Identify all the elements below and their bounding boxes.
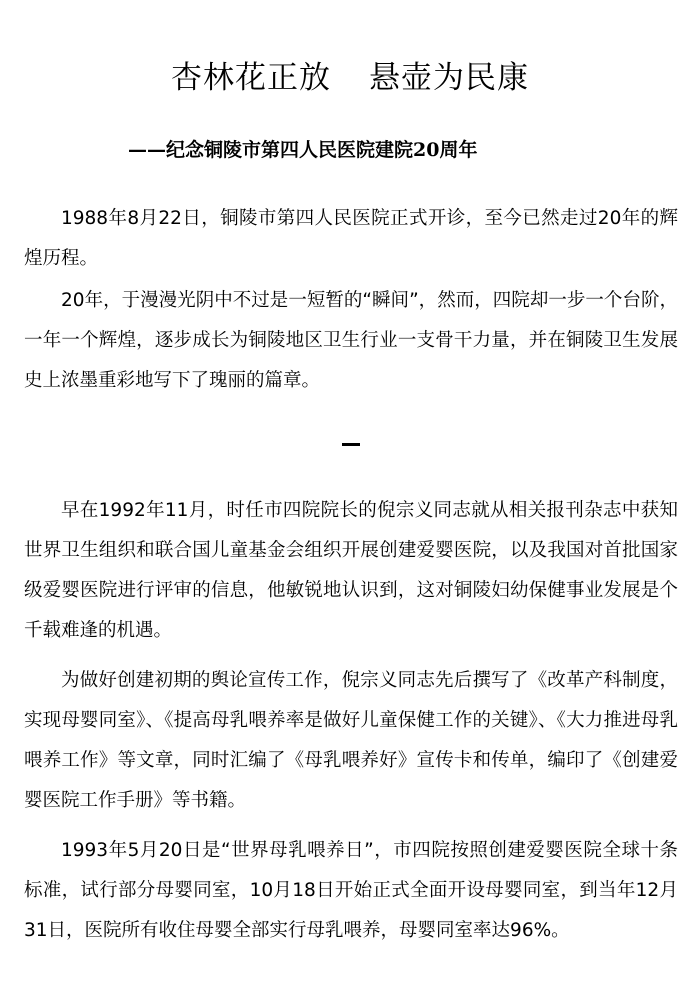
paragraph-5: 1993年5月20日是“世界母乳喂养日”，市四院按照创建爱婴医院全球十条标准，试行部分母婴同室，10月18日开始正式全面开设母婴同室，到当年12月31日，医院所有收住母婴全部实行母乳喂养，母婴同室率达96%。 <box>24 840 678 941</box>
page-title <box>0 52 700 97</box>
paragraph-4: 为做好创建初期的舆论宣传工作，倪宗义同志先后撰写了《改革产科制度，实现母婴同室》、《提高母乳喂养率是做好儿童保健工作的关键》、《大力推进母乳喂养工作》等文章，同时汇编了《母乳喂养好》宣传卡和传单，编印了《创建爱婴医院工作手册》等书籍。 <box>24 670 678 811</box>
paragraph-1: 1988年8月22日，铜陵市第四人民医院正式开诊，至今已然走过20年的辉煌历程。 <box>24 208 678 269</box>
paragraph-3: 早在1992年11月，时任市四院院长的倪宗义同志就从相关报刊杂志中获知世界卫生组织和联合国儿童基金会组织开展创建爱婴医院，以及我国对首批国家级爱婴医院进行评审的信息，他敏锐地认识到，这对铜陵妇幼保健事业发展是个千载难逢的机遇。 <box>24 500 678 641</box>
paragraph-2: 20年，于漫漫光阴中不过是一短暂的“瞬间”，然而，四院却一步一个台阶，一年一个辉煌，逐步成长为铜陵地区卫生行业一支骨干力量，并在铜陵卫生发展史上浓墨重彩地写下了瑰丽的篇章。 <box>24 290 678 391</box>
section-marker <box>342 443 360 446</box>
page-subtitle: ——纪念铜陵市第四人民医院建院20周年 <box>128 139 478 161</box>
title-part-2: 悬壶为民康 <box>369 60 529 96</box>
title-part-1: 杏林花正放 <box>171 60 331 96</box>
